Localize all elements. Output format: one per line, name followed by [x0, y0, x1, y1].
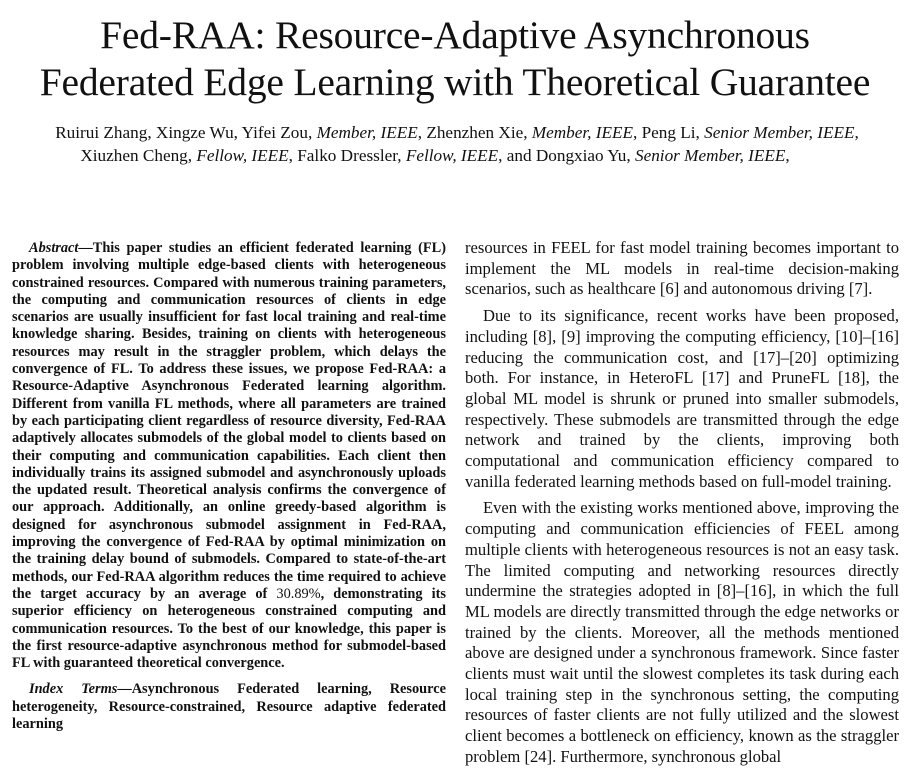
author-segment: , and Dongxiao Yu,	[498, 146, 635, 165]
abstract-text-end: , demonstrating its superior efficiency on heterogeneous constrained computing and communication resources. To the best of our knowledge, this paper is the first resource-adaptive asynchronous method for submodel-based FL with guaranteed theoretical convergence.	[12, 585, 446, 672]
author-affiliation: Fellow, IEEE	[405, 146, 499, 165]
author-affiliation: Senior Member, IEEE	[704, 123, 855, 142]
author-segment: , Peng Li,	[633, 123, 705, 142]
index-terms-dash: —	[117, 681, 132, 698]
left-column	[12, 240, 446, 733]
index-terms	[12, 681, 446, 733]
author-segment: ,	[854, 123, 859, 142]
abstract	[12, 240, 446, 672]
author-segment: Ruirui Zhang, Xingze Wu, Yifei Zou,	[55, 123, 317, 142]
author-segment: , Falko Dressler,	[288, 146, 406, 165]
author-segment: , Zhenzhen Xie,	[417, 123, 532, 142]
abstract-label: Abstract	[29, 240, 79, 256]
author-segment: Xiuzhen Cheng,	[80, 146, 197, 165]
index-terms-label: Index Terms	[29, 681, 118, 698]
author-list	[0, 121, 910, 167]
right-column	[465, 238, 899, 768]
author-affiliation: Fellow, IEEE	[196, 146, 289, 165]
abstract-percentage: 30.89%	[276, 585, 321, 602]
body-paragraph: resources in FEEL for fast model training becomes important to implement the ML models in real-time decision-making scenarios, such as healthcare [6] and autonomous driving [7].	[465, 238, 899, 299]
index-terms-text: Asynchronous Federated learning, Resource heterogeneity, Resource-constrained, Resource adaptive federated learning	[12, 681, 446, 733]
author-affiliation: Member, IEEE	[531, 123, 633, 142]
author-affiliation: Member, IEEE	[316, 123, 418, 142]
abstract-text: This paper studies an efficient federated learning (FL) problem involving multiple edge-based clients with heterogeneous constrained resources. Compared with numerous training parameters, the computing and communication resources of clients in edge scenarios are usually insufficient for fast local training and real-time knowledge sharing. Besides, training on clients with heterogeneous resources may result in the straggler problem, which delays the convergence of FL. To address these issues, we propose Fed-RAA: a Resource-Adaptive Asynchronous Federated learning algorithm. Different from vanilla FL methods, where all parameters are trained by each participating client regardless of resource diversity, Fed-RAA adaptively allocates submodels of the global model to clients based on their computing and communication capabilities. Each client then individually trains its assigned submodel and asynchronously uploads the updated result. Theoretical analysis confirms the convergence of our approach. Additionally, an online greedy-based algorithm is designed for asynchronous submodel assignment in Fed-RAA, improving the convergence of Fed-RAA by optimal minimization on the training delay bound of submodels. Compared to state-of-the-art methods, our Fed-RAA algorithm reduces the time required to achieve the target accuracy by an average of	[12, 240, 446, 602]
author-line-2	[0, 144, 910, 167]
cutoff-text-line	[465, 768, 899, 774]
title-line-2: Federated Edge Learning with Theoretical Guarantee	[39, 60, 871, 104]
body-paragraph: Even with the existing works mentioned above, improving the computing and communication efficiencies of FEEL among multiple clients with heterogeneous resources is not an easy task. The limited computing and networking resources directly undermine the strategies adopted in [8]–[16], in which the full ML models are directly transmitted through the edge networks or trained by the clients. Moreover, all the methods mentioned above are designed under a synchronous framework. Since faster clients must wait until the slowest completes its task during each local training step in the synchronous setting, the computing resources of faster clients are not fully utilized and the slowest client becomes a bottleneck on efficiency, known as the straggler problem [24]. Furthermore, synchronous global	[465, 498, 899, 766]
author-segment: ,	[785, 146, 790, 165]
title-line-1: Fed-RAA: Resource-Adaptive Asynchronous	[100, 13, 810, 57]
abstract-dash: —	[78, 240, 93, 256]
author-line-1	[0, 121, 910, 144]
author-affiliation: Senior Member, IEEE	[634, 146, 786, 165]
body-paragraph: Due to its significance, recent works have been proposed, including [8], [9] improving the computing efficiency, [10]–[16] reducing the communication cost, and [17]–[20] optimizing both. For instance, in HeteroFL [17] and PruneFL [18], the global ML model is shrunk or pruned into smaller submodels, respectively. These submodels are transmitted through the edge network and trained by the clients, improving both computational and communication efficiency compared to vanilla federated learning methods based on full-model training.	[465, 306, 899, 491]
paper-title	[0, 12, 910, 106]
